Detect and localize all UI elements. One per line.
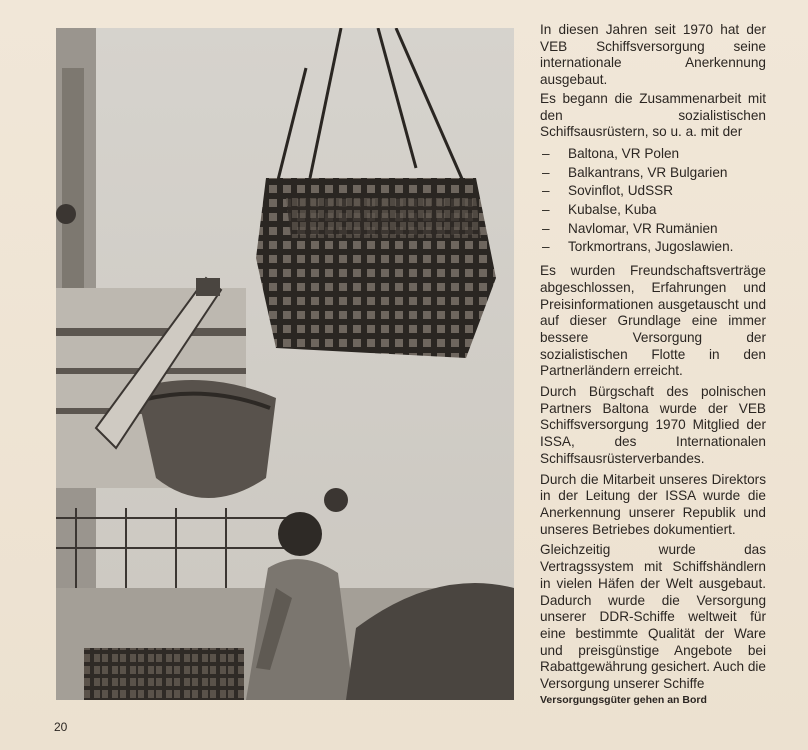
list-item: – Navlomar, VR Rumänien (540, 220, 766, 239)
list-item: – Sovinflot, UdSSR (540, 182, 766, 201)
list-item: – Kubalse, Kuba (540, 201, 766, 220)
paragraph-cooperation: Es begann die Zusammenarbeit mit den sozialistischen Schiffsausrüstern, so u. a. mit der (540, 90, 766, 140)
cargo-loading-photo (56, 28, 514, 700)
list-dash: – (542, 239, 550, 255)
list-item: – Torkmortrans, Jugoslawien. (540, 238, 766, 257)
list-dash: – (542, 183, 550, 199)
paragraph-international-recognition: In diesen Jahren seit 1970 hat der VEB Schiffsversorgung seine internationale Anerkennung ausgebaut. (540, 22, 766, 88)
paragraph-director-cooperation: Durch die Mitarbeit unseres Direktors in der Leitung der ISSA wurde die Anerkennung unserer Republik und unseres Betriebes dokumentiert. (540, 471, 766, 537)
list-item: – Balkantrans, VR Bulgarien (540, 164, 766, 183)
page-number: 20 (54, 720, 68, 734)
body-text-column (540, 22, 766, 697)
list-dash: – (542, 202, 550, 218)
list-dash: – (542, 220, 550, 236)
list-dash: – (542, 164, 550, 180)
paragraph-issa-membership: Durch Bürgschaft des polnischen Partners Baltona wurde der VEB Schiffsversorgung 1970 Mitglied der ISSA, des Internationalen Schiffsausrüsterverbandes. (540, 384, 766, 466)
list-item: – Baltona, VR Polen (540, 145, 766, 164)
cargo-net-photo-icon (56, 28, 514, 700)
partner-list (540, 145, 766, 257)
list-dash: – (542, 145, 550, 161)
paragraph-contract-system: Gleichzeitig wurde das Vertragssystem mit Schiffshändlern in vielen Häfen der Welt ausgebaut. Dadurch wurde die Versorgung unserer DDR-Schiffe weltweit für eine bestimmte Qualität der Ware und preisgünstige Angebote bei Rabattgewährung gesichert. Auch die Versorgung unserer Schiffe (540, 542, 766, 692)
photo-caption: Versorgungsgüter gehen an Bord (540, 694, 707, 706)
paragraph-friendship-treaties: Es wurden Freundschaftsverträge abgeschlossen, Erfahrungen und Preisinformationen ausgetauscht und auf dieser Grundlage eine immer bessere Versorgung der sozialistischen Flotte in den Partnerländern erreicht. (540, 263, 766, 379)
